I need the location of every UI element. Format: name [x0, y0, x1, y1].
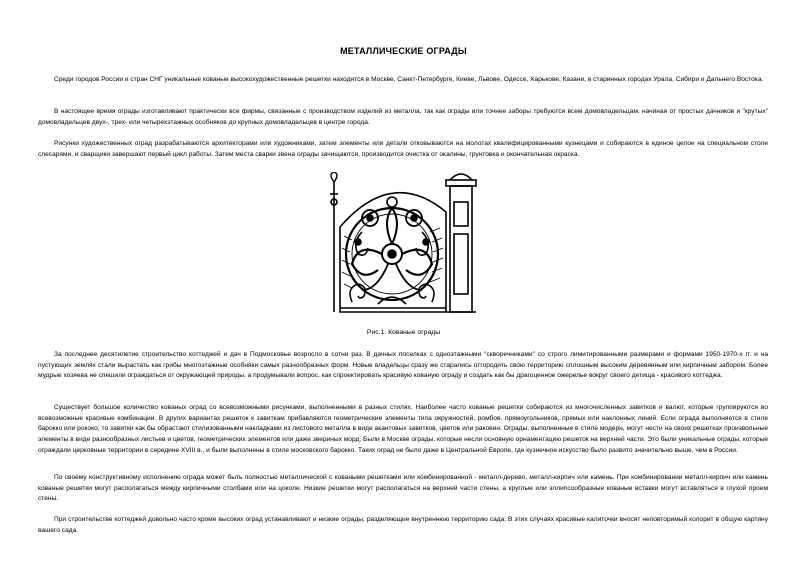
paragraph-5	[38, 403, 768, 457]
paragraph-4	[38, 350, 768, 382]
paragraph-5-text: Существует большое количество кованых оград со всевозможными рисунками, выполненными в разных стилях. Наиболее часто кованые решетки собираются из многочисленных завитков и валют, которые группируются во всевозможные красивые комбинации. В других вариантах решеток к завиткам прибавляются геометрические элементы типа окружностей, ромбов, прямоугольников, прямых или наклонных линий. Если ограда выполняется в стиле барокко или рококо, то завитки как бы обрастают стилизованными накладками из листового металла в виде акантовых завитков, цветов или раковин. Ограды, выполненные в стиле модерн, могут нести на своих решетках произвольные элементы в виде разнообразных листьев и цветов, геометрических элементов или даже звериных морд. Были в Москве ограды, которые несли основную орнаментацию решеток на верхней части. Это были уникальные ограды, которые ограждали церковные территории в середине XVIII в., и были выполнены в стиле московского барокко. Таких оград не было даже в Центральной Европе, где кузнечное искусство было развито значительно выше, чем в России.	[38, 404, 768, 454]
paragraph-2-text: В настоящее время ограды изготавливают практически все фирмы, связанные с производством изделий из металла, так как ограды или точнее заборы требуются всем домовладельцам, начиная от простых дачников и "крутых" домовладельцев двух-, трех- или четырехэтажных особняков до крупных домовладельцев в центре города.	[38, 108, 768, 126]
document-title: МЕТАЛЛИЧЕСКИЕ ОГРАДЫ	[340, 46, 467, 56]
paragraph-6-text: По своему конструктивному исполнению ограда может быть полностью металлической с коваными решетками или комбинированной - металл-дерево, металл-кирпич или камень. При комбинировании металл-кирпич или камень кованые решетки могут располагаться между кирпичными столбами или на цоколе. Низкие решетки могут располагаться на верхней части стены, а круглые или эллипсообразные кованые вставки могут вставляться в глухой проем стены.	[38, 474, 768, 503]
paragraph-3	[38, 139, 768, 160]
paragraph-7-text: При строительстве коттеджей довольно часто кроме высоких оград устанавливают и низкие ограды, разделяющие внутреннюю территорию сада. В этих случаях красивые калиточки вносят неповторимый колорит в общую картину вашего сада.	[38, 516, 768, 534]
paragraph-4-text: За последнее десятилетие строительство коттеджей и дач в Подмосковье возросло в сотни раз. В дачных поселках с одноэтажными "скворечниками" со строго лимитированными размерами и формами 1950-1970-х гг. и на пустующих землях стали вырастать как грибы многоэтажные особняки самых разнообразных форм. Новые владельцы сразу же старались отгородить свою территорию сплошным высоким деревянным или кирпичным забором. Более мудрые хозяева не спешили ограждаться от окружающей природы, а продумывали вопрос, как спроектировать красивую кованую ограду и создать как бы драгоценное ожерелье вокруг своего детища - красивого коттеджа.	[38, 351, 768, 380]
paragraph-3-text: Рисунки художественных оград разрабатываются архитекторами или художниками, затем элементы или детали отковываются на молотах квалифицированными кузнецами и собираются в единое целое на специальном столе слесарями, и сварщики завершают первый цикл работы. Затем места сварки звена ограды зачищаются, производится очистка от окалины, грунтовка и окончательная окраска.	[38, 140, 768, 158]
wrought-iron-gate-illustration	[322, 172, 484, 324]
paragraph-1-text: Среди городов России и стран СНГ уникальные кованые высокохудожественные решетки находятся в Москве, Санкт-Петербурге, Киеве, Львове, Одессе, Харькове, Казани, в старинных городах Урала, Сибири и Дальнего Востока.	[54, 76, 764, 83]
paragraph-7	[38, 515, 768, 536]
paragraph-2	[38, 107, 768, 128]
figure-caption: Рис.1. Кованые ограды	[366, 329, 441, 336]
paragraph-1	[38, 75, 768, 86]
paragraph-6	[38, 473, 768, 505]
